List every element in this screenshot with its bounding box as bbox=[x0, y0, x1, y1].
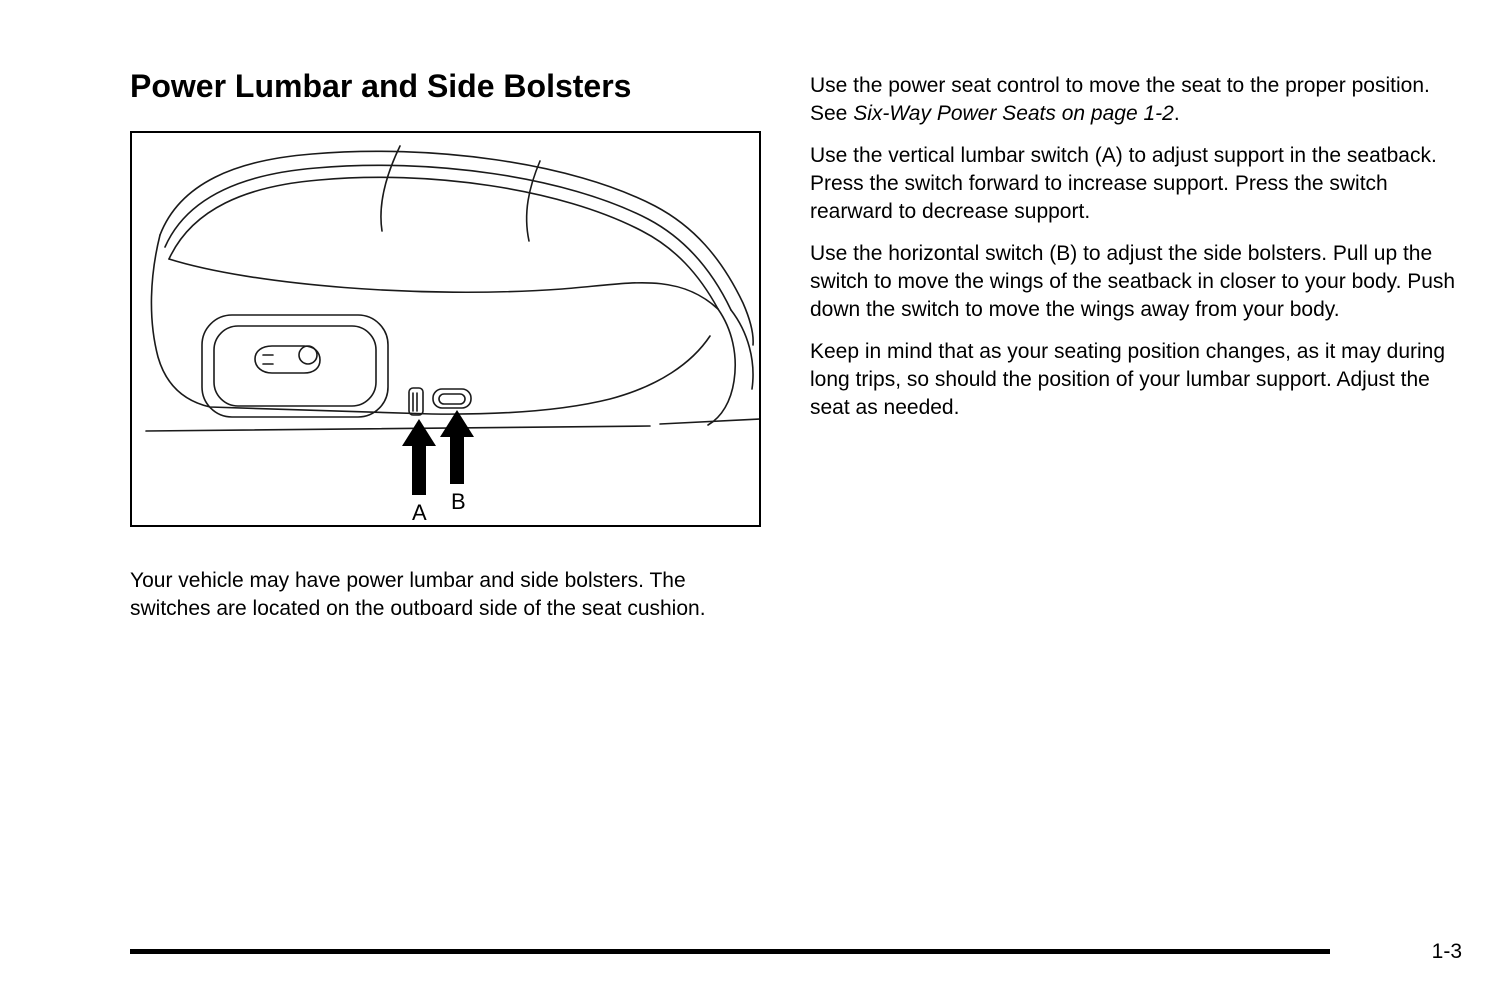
seat-side-bolster bbox=[708, 309, 735, 425]
figure-label-b: B bbox=[451, 488, 466, 514]
cushion-seam bbox=[381, 146, 400, 231]
paragraph-horizontal-switch: Use the horizontal switch (B) to adjust the side bolsters. Pull up the switch to move the wings of the seatback in closer to your body. Push down the switch to move the wings away from your body. bbox=[810, 242, 1456, 321]
figure-label-a: A bbox=[412, 499, 427, 525]
paragraph-text: . bbox=[1173, 102, 1180, 125]
power-seat-control bbox=[255, 346, 320, 373]
bolster-switch-b-detail bbox=[439, 394, 465, 404]
arrow-a-icon bbox=[402, 419, 436, 495]
power-seat-control-detail bbox=[263, 355, 273, 364]
left-column bbox=[130, 68, 762, 637]
page-number: 1-3 bbox=[1431, 940, 1462, 963]
page-title: Power Lumbar and Side Bolsters bbox=[130, 68, 632, 104]
footer-rule bbox=[130, 949, 1330, 954]
paragraph-vertical-lumbar-switch: Use the vertical lumbar switch (A) to adjust support in the seatback. Press the switch forward to increase support. Press the switch rearward to decrease support. bbox=[810, 144, 1437, 223]
arrow-b-icon bbox=[440, 410, 474, 484]
cushion-seam bbox=[527, 161, 540, 241]
page-footer bbox=[130, 941, 1462, 962]
seat-figure bbox=[130, 131, 761, 527]
ground-line bbox=[660, 418, 759, 424]
paragraph-seating-position: Keep in mind that as your seating position changes, as it may during long trips, so should the position of your lumbar support. Adjust the seat as needed. bbox=[810, 340, 1446, 419]
switch-panel-outline bbox=[202, 315, 388, 417]
seat-illustration bbox=[132, 133, 759, 525]
lumbar-switch-a-detail bbox=[413, 393, 417, 411]
right-column bbox=[810, 72, 1458, 436]
paragraph-text: Use the power seat control to move the seat to the proper position. See bbox=[810, 74, 1430, 125]
seat-piping-line bbox=[165, 165, 731, 310]
lumbar-switch-a bbox=[409, 388, 423, 415]
cushion-near-edge bbox=[169, 259, 718, 309]
paragraph-power-seat-control bbox=[810, 72, 1458, 128]
cross-reference-six-way-power-seats: Six-Way Power Seats on page 1-2 bbox=[853, 102, 1174, 125]
switch-panel-inset bbox=[214, 326, 376, 406]
figure-caption: Your vehicle may have power lumbar and side bolsters. The switches are located on the outboard side of the seat cushion. bbox=[130, 568, 706, 620]
power-seat-control-knob bbox=[299, 346, 317, 364]
ground-line bbox=[146, 426, 650, 431]
seat-skirt bbox=[151, 235, 710, 414]
